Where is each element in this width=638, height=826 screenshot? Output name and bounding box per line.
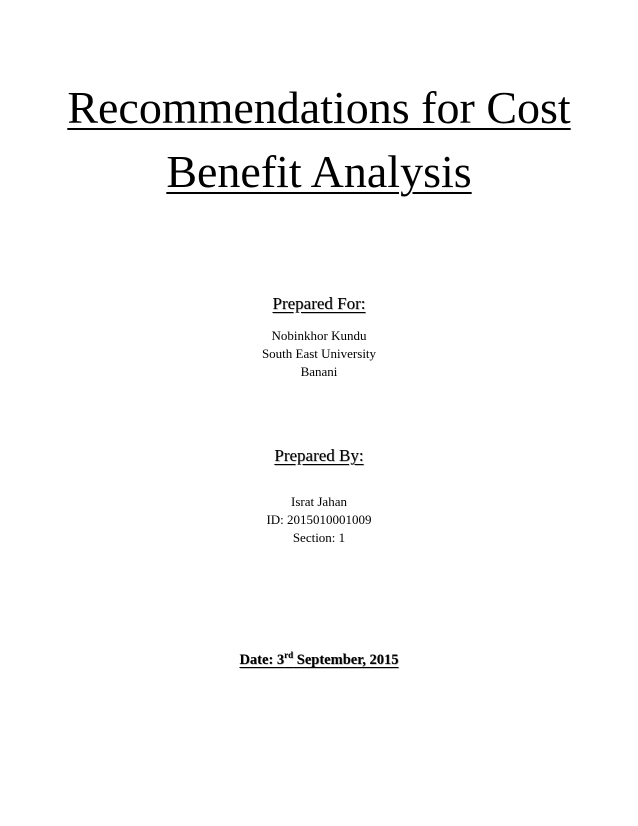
prepared-by-details	[0, 493, 638, 547]
date-prefix: Date: 3	[239, 652, 285, 668]
title-line-2: Benefit Analysis	[166, 146, 472, 197]
document-title	[0, 76, 638, 204]
prepared-for-heading: Prepared For:	[272, 294, 366, 313]
prepared-by-heading: Prepared By:	[274, 446, 364, 465]
prepared-for-details	[0, 327, 638, 381]
author-section: Section: 1	[292, 530, 346, 545]
title-line-1: Recommendations for Cost	[67, 82, 571, 133]
recipient-name: Nobinkhor Kundu	[271, 328, 367, 343]
recipient-institution: South East University	[261, 346, 377, 361]
author-name: Israt Jahan	[291, 494, 347, 509]
author-id: ID: 2015010001009	[266, 512, 372, 527]
date-ordinal-suffix: rd	[284, 650, 294, 660]
document-date	[0, 652, 638, 669]
date-suffix: September, 2015	[293, 652, 399, 668]
recipient-location: Banani	[300, 364, 338, 379]
